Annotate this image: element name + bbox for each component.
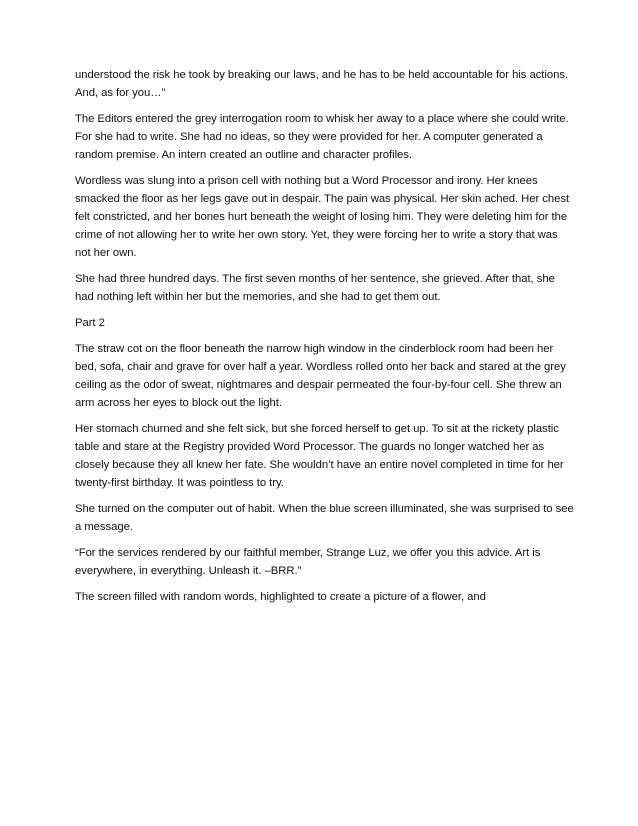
paragraph: “For the services rendered by our faithful member, Strange Luz, we offer you this advice. Art is everywhere, in everything. Unleash it. –BRR.”	[75, 547, 541, 577]
paragraph: The Editors entered the grey interrogation room to whisk her away to a place where she could write. For she had to write. She had no ideas, so they were provided for her. A computer generated a random premise. An intern created an outline and character profiles.	[75, 113, 569, 161]
document-body	[75, 66, 575, 614]
paragraph: The screen filled with random words, highlighted to create a picture of a flower, and	[75, 591, 486, 603]
paragraph: Wordless was slung into a prison cell with nothing but a Word Processor and irony. Her knees smacked the floor as her legs gave out in despair. The pain was physical. Her skin ached. Her chest felt constricted, and her bones hurt beneath the weight of losing him. They were deleting him for the crime of not allowing her to write her own story. Yet, they were forcing her to write a story that was not her own.	[75, 175, 570, 259]
paragraph: understood the risk he took by breaking our laws, and he has to be held accountable for his actions. And, as for you…”	[75, 69, 569, 99]
paragraph: The straw cot on the floor beneath the narrow high window in the cinderblock room had been her bed, sofa, chair and grave for over half a year. Wordless rolled onto her back and stared at the grey ceiling as the odor of sweat, nightmares and despair permeated the four-by-four cell. She threw an arm across her eyes to block out the light.	[75, 343, 566, 409]
paragraph: Her stomach churned and she felt sick, but she forced herself to get up. To sit at the rickety plastic table and stare at the Registry provided Word Processor. The guards no longer watched her as closely because they all knew her fate. She wouldn’t have an entire novel completed in time for her twenty-first birthday. It was pointless to try.	[75, 423, 564, 489]
paragraph: She turned on the computer out of habit. When the blue screen illuminated, she was surprised to see a message.	[75, 503, 574, 533]
paragraph: She had three hundred days. The first seven months of her sentence, she grieved. After that, she had nothing left within her but the memories, and she had to get them out.	[75, 273, 555, 303]
section-heading: Part 2	[75, 317, 105, 329]
